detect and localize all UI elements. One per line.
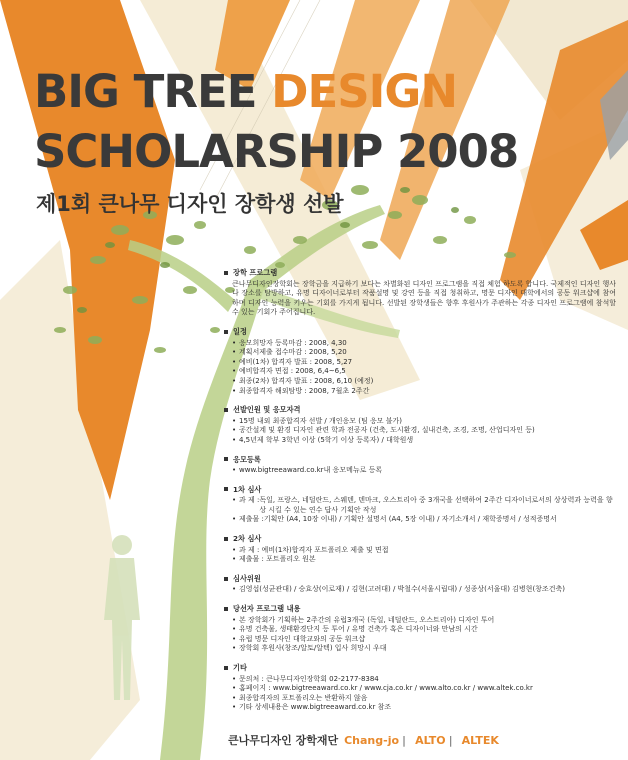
list-item: • 응모희망자 등록마감 : 2008, 4,30 <box>232 339 616 349</box>
eligibility-list <box>224 417 616 446</box>
section-eligibility <box>224 405 616 445</box>
section-round-2 <box>224 534 616 565</box>
brand-alto-logo: ALTO <box>415 733 446 747</box>
list-item: • 공간설계 및 환경 디자인 관련 학과 전공자 (건축, 도시환경, 실내건축, 조경, 조명, 산업디자인 등) <box>232 426 616 436</box>
other-list <box>224 675 616 713</box>
submit-label: • 제출물 : <box>239 515 264 524</box>
section-title: 기타 <box>233 663 247 672</box>
list-item <box>232 496 616 515</box>
section-title: 장학 프로그램 <box>233 268 278 277</box>
list-item: • 유명 건축물, 생태환경단지 등 투어 / 유명 건축가 혹은 디자이너와 만남의 시간 <box>232 625 616 635</box>
list-item <box>232 515 616 525</box>
submit-text: 기획안 (A4, 10장 이내) / 기획안 설명서 (A4, 5장 이내) / 자기소개서 / 재학증명서 / 성적증명서 <box>263 515 557 524</box>
list-item: • 예비(1차) 합격자 발표 : 2008, 5,27 <box>232 358 616 368</box>
list-item: • 최종합격자 해외탐방 : 2008, 7월초 2주간 <box>232 387 616 397</box>
round-2-list <box>224 546 616 565</box>
section-title: 응모등록 <box>233 454 261 464</box>
bullet-square-icon <box>224 487 228 491</box>
poster-title-line-2: SCHOLARSHIP 2008 <box>34 125 519 178</box>
bullet-square-icon <box>224 577 228 581</box>
section-title: 선발인원 및 응모자격 <box>233 405 301 415</box>
section-program <box>224 268 616 318</box>
list-item: • 장학회 후원사(창조/알토/알텍) 입사 희망시 우대 <box>232 644 616 654</box>
divider: | <box>402 733 407 747</box>
bullet-square-icon <box>224 537 228 541</box>
section-registration <box>224 455 616 476</box>
bullet-square-icon <box>224 457 228 461</box>
list-item: • 유럽 명문 디자인 대학교와의 공동 워크샵 <box>232 635 616 645</box>
section-title: 2차 심사 <box>233 534 262 544</box>
title-design: DESIGN <box>271 65 457 118</box>
registration-link[interactable]: • www.bigtreeaward.co.kr내 응모메뉴로 등록 <box>232 466 616 476</box>
round-1-list <box>224 496 616 525</box>
section-other <box>224 663 616 713</box>
program-description: 큰나무디자인장학회는 장학금을 지급하기 보다는 차별화된 디자인 프로그램을 직접 체험 하도록 합니다. 국제적인 디자인 행사나 장소를 탐방하고, 유명 디자이너로부터 작품설명 및 강연 등을 직접 청취하고, 명문 디자인 대학에서의 공동 워크샵에 참여하며 디자인 능력을 키우는 기회를 가지게 됩니다. 선발된 장학생들은 향후 후원사가 주관하는 각종 디자인 프로그램에 참석할 수 있는 기회가 주어집니다. <box>232 279 616 317</box>
list-item: • 최종(2차) 합격자 발표 : 2008, 6,10 (예정) <box>232 377 616 387</box>
task-text: 독일, 프랑스, 네덜란드, 스웨덴, 덴마크, 오스트리아 중 3개국을 선택하여 2주간 디자이너로서의 상상력과 능력을 향상 시킬 수 있는 연수 답사 기획안 작성 <box>259 496 613 514</box>
list-item: • 김영섭(성균관대) / 승효상(이로재) / 김현(고려대) / 박철수(서울시립대) / 성종상(서울대) 김병현(창조건축) <box>232 585 616 595</box>
list-item: • 15명 내외 최종합격자 선발 / 개인응모 (팀 응모 불가) <box>232 417 616 427</box>
poster-subtitle: 제1회 큰나무 디자인 장학생 선발 <box>36 192 344 216</box>
bullet-square-icon <box>224 271 228 275</box>
list-item: • 예비합격자 면접 : 2008, 6,4~6,5 <box>232 367 616 377</box>
list-item: • 제출물 : 포트폴리오 원본 <box>232 555 616 565</box>
list-item: • 과 제 : 예비(1차)합격자 포트폴리오 제출 및 면접 <box>232 546 616 556</box>
section-title: 일정 <box>233 326 247 336</box>
sponsor-footer <box>228 732 499 748</box>
brand-changjo-logo: Chang-jo <box>344 733 400 747</box>
section-round-1 <box>224 485 616 525</box>
section-title: 1차 심사 <box>233 484 262 494</box>
benefits-list <box>224 616 616 654</box>
list-item: • 홈페이지 : www.bigtreeaward.co.kr / www.cja.co.kr / www.alto.co.kr / www.altek.co.kr <box>232 684 616 694</box>
bullet-square-icon <box>224 408 228 412</box>
poster-details <box>224 268 616 722</box>
section-judges <box>224 574 616 595</box>
section-title: 심사위원 <box>233 573 261 583</box>
task-label: • 과 제 : <box>239 496 260 505</box>
list-item: • 기타 상세내용은 www.bigtreeaward.co.kr 참조 <box>232 703 616 713</box>
judges-list <box>224 585 616 595</box>
list-item: • 본 장학회가 기획하는 2주간의 유럽3개국 (독일, 네덜란드, 오스트리아) 디자인 투어 <box>232 616 616 626</box>
list-item: • 계획서제출 접수마감 : 2008, 5,20 <box>232 348 616 358</box>
list-item: • 최종합격자의 포트폴리오는 반환하지 않음 <box>232 694 616 704</box>
list-item: • 4,5년제 학부 3학년 이상 (5학기 이상 등록자) / 대학원생 <box>232 436 616 446</box>
divider: | <box>448 733 453 747</box>
section-schedule <box>224 327 616 396</box>
schedule-list <box>224 339 616 397</box>
registration-list <box>224 466 616 476</box>
foundation-name: 큰나무디자인 장학재단 <box>228 734 339 747</box>
title-big-tree: BIG TREE <box>34 65 272 118</box>
bullet-square-icon <box>224 330 228 334</box>
list-item: • 문의처 : 큰나무디자인장학회 02-2177-8384 <box>232 675 616 685</box>
bullet-square-icon <box>224 666 228 670</box>
section-benefits <box>224 604 616 654</box>
poster-title-line-1 <box>34 65 457 118</box>
bullet-square-icon <box>224 607 228 611</box>
section-title: 당선자 프로그램 내용 <box>233 604 301 614</box>
brand-altek-logo: ALTEK <box>461 733 499 747</box>
